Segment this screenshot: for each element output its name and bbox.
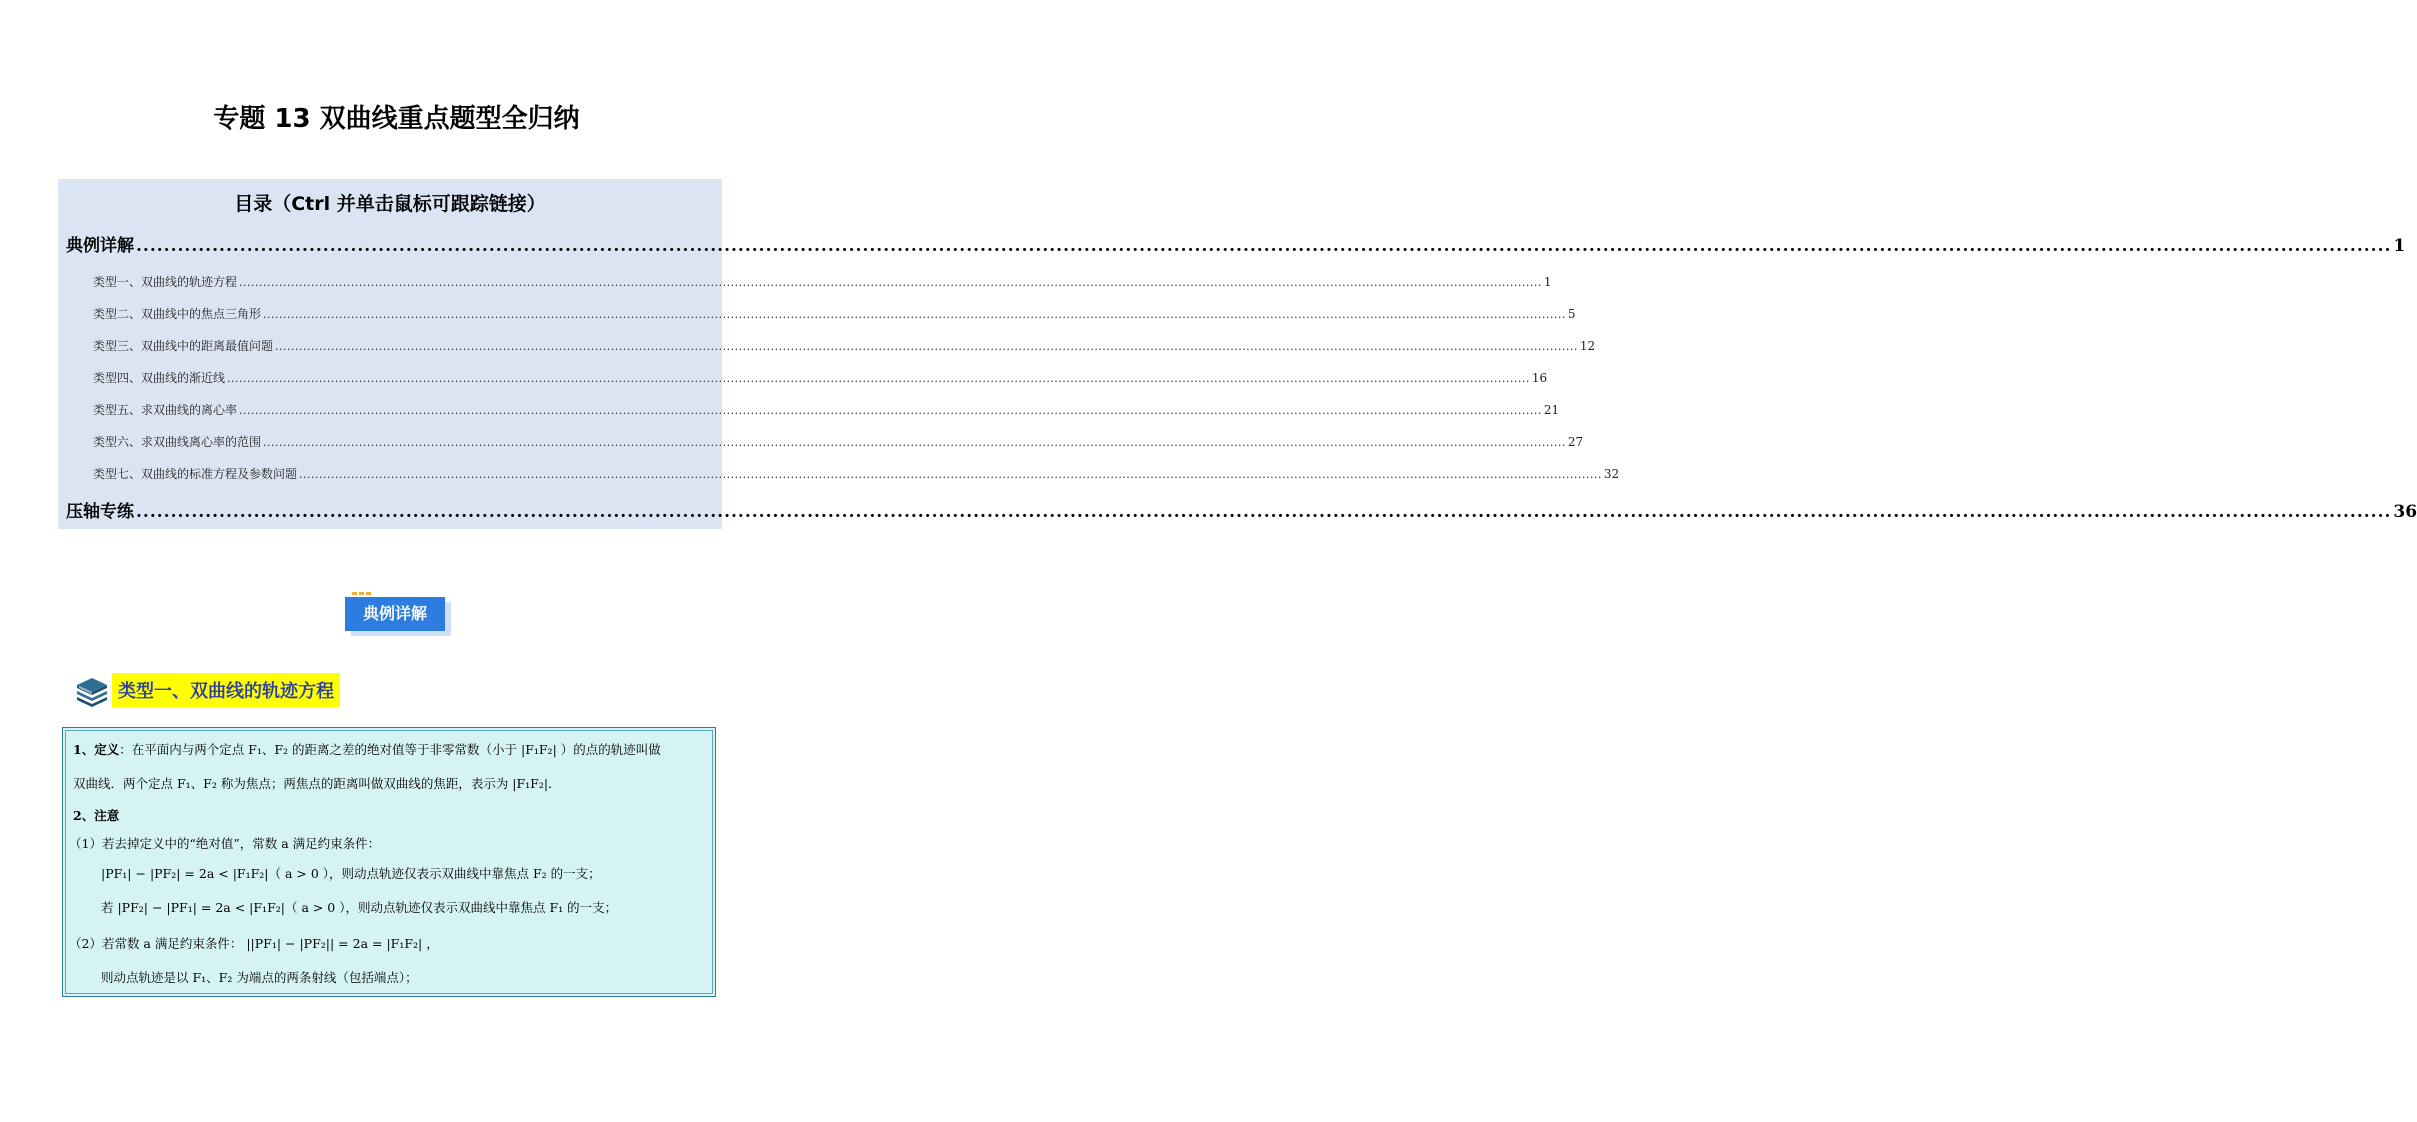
note-label: 2、注意 (73, 808, 120, 823)
toc-entry-label: 类型二、双曲线中的焦点三角形 (93, 307, 262, 321)
toc-leader-dots: ...................................................................................................................................................................................................................................................................................................................................... (263, 436, 1566, 449)
badge-decoration (352, 592, 371, 595)
table-of-contents (58, 179, 2417, 529)
toc-entry-type-6[interactable] (93, 433, 1584, 450)
toc-entry-label: 类型五、求双曲线的离心率 (93, 403, 238, 417)
toc-entry-page: 16 (1531, 371, 1548, 385)
definition-box (62, 727, 716, 997)
document-title: 专题 13 双曲线重点题型全归纳 (213, 104, 580, 134)
toc-entry-type-2[interactable] (93, 305, 1576, 322)
toc-entry-label: 类型六、求双曲线离心率的范围 (93, 435, 262, 449)
toc-entry-page: 5 (1567, 307, 1576, 321)
toc-leader-dots: ...................................................................................................................................................................................................................................................................................................................................... (239, 404, 1542, 417)
toc-entry-page: 32 (1603, 467, 1620, 481)
toc-leader-dots: ...................................................................................................................................................................................................................................................................................................................................... (136, 236, 2392, 256)
toc-entry-label: 类型七、双曲线的标准方程及参数问题 (93, 467, 298, 481)
section-badge: 典例详解 (345, 597, 445, 631)
toc-entry-label: 类型四、双曲线的渐近线 (93, 371, 226, 385)
toc-entry-type-3[interactable] (93, 337, 1596, 354)
toc-leader-dots: ...................................................................................................................................................................................................................................................................................................................................... (136, 502, 2392, 522)
note-1b: 若 |PF₂| − |PF₁| = 2a < |F₁F₂|（ a > 0 ），则动点轨迹仅表示双曲线中靠焦点 F₁ 的一支； (101, 900, 618, 915)
toc-leader-dots: ...................................................................................................................................................................................................................................................................................................................................... (227, 372, 1530, 385)
toc-entry-label: 压轴专练 (66, 502, 134, 522)
toc-entry-examples[interactable] (66, 231, 2406, 256)
toc-entry-page: 12 (1579, 339, 1596, 353)
toc-leader-dots: ...................................................................................................................................................................................................................................................................................................................................... (275, 340, 1578, 353)
toc-entry-page: 21 (1543, 403, 1560, 417)
toc-entry-type-1[interactable] (93, 273, 1552, 290)
note-2a: 则动点轨迹是以 F₁、F₂ 为端点的两条射线（包括端点）； (101, 970, 418, 985)
type-title: 类型一、双曲线的轨迹方程 (112, 673, 340, 707)
note-1: （1）若去掉定义中的“绝对值”，常数 a 满足约束条件： (69, 836, 381, 851)
books-icon (74, 672, 110, 708)
toc-entry-page: 1 (1543, 275, 1552, 289)
toc-leader-dots: ...................................................................................................................................................................................................................................................................................................................................... (239, 276, 1542, 289)
toc-entry-type-5[interactable] (93, 401, 1560, 418)
definition-text-2: 双曲线．两个定点 F₁、F₂ 称为焦点；两焦点的距离叫做双曲线的焦距，表示为 |F₁F₂|． (73, 776, 561, 791)
toc-leader-dots: ...................................................................................................................................................................................................................................................................................................................................... (263, 308, 1566, 321)
toc-leader-dots: ...................................................................................................................................................................................................................................................................................................................................... (299, 468, 1602, 481)
toc-entry-label: 典例详解 (66, 236, 134, 256)
toc-entry-type-4[interactable] (93, 369, 1548, 386)
type-heading (74, 670, 340, 710)
toc-entry-page: 27 (1567, 435, 1584, 449)
toc-entry-label: 类型一、双曲线的轨迹方程 (93, 275, 238, 289)
toc-entry-page: 36 (2393, 502, 2417, 522)
toc-entry-page: 1 (2393, 236, 2406, 256)
toc-entry-type-7[interactable] (93, 465, 1620, 482)
definition-text-1: ：在平面内与两个定点 F₁、F₂ 的距离之差的绝对值等于非零常数（小于 |F₁F₂| ）的点的轨迹叫做 (119, 742, 661, 757)
toc-entry-label: 类型三、双曲线中的距离最值问题 (93, 339, 274, 353)
toc-entry-practice[interactable] (66, 497, 2417, 522)
note-2: （2）若常数 a 满足约束条件： ||PF₁| − |PF₂|| = 2a = |F₁F₂| ， (69, 936, 439, 951)
note-1a: |PF₁| − |PF₂| = 2a < |F₁F₂|（ a > 0 ），则动点轨迹仅表示双曲线中靠焦点 F₂ 的一支； (101, 866, 601, 881)
definition-label: 1、定义 (73, 742, 120, 757)
toc-heading: 目录（Ctrl 并单击鼠标可跟踪链接） (234, 193, 546, 215)
